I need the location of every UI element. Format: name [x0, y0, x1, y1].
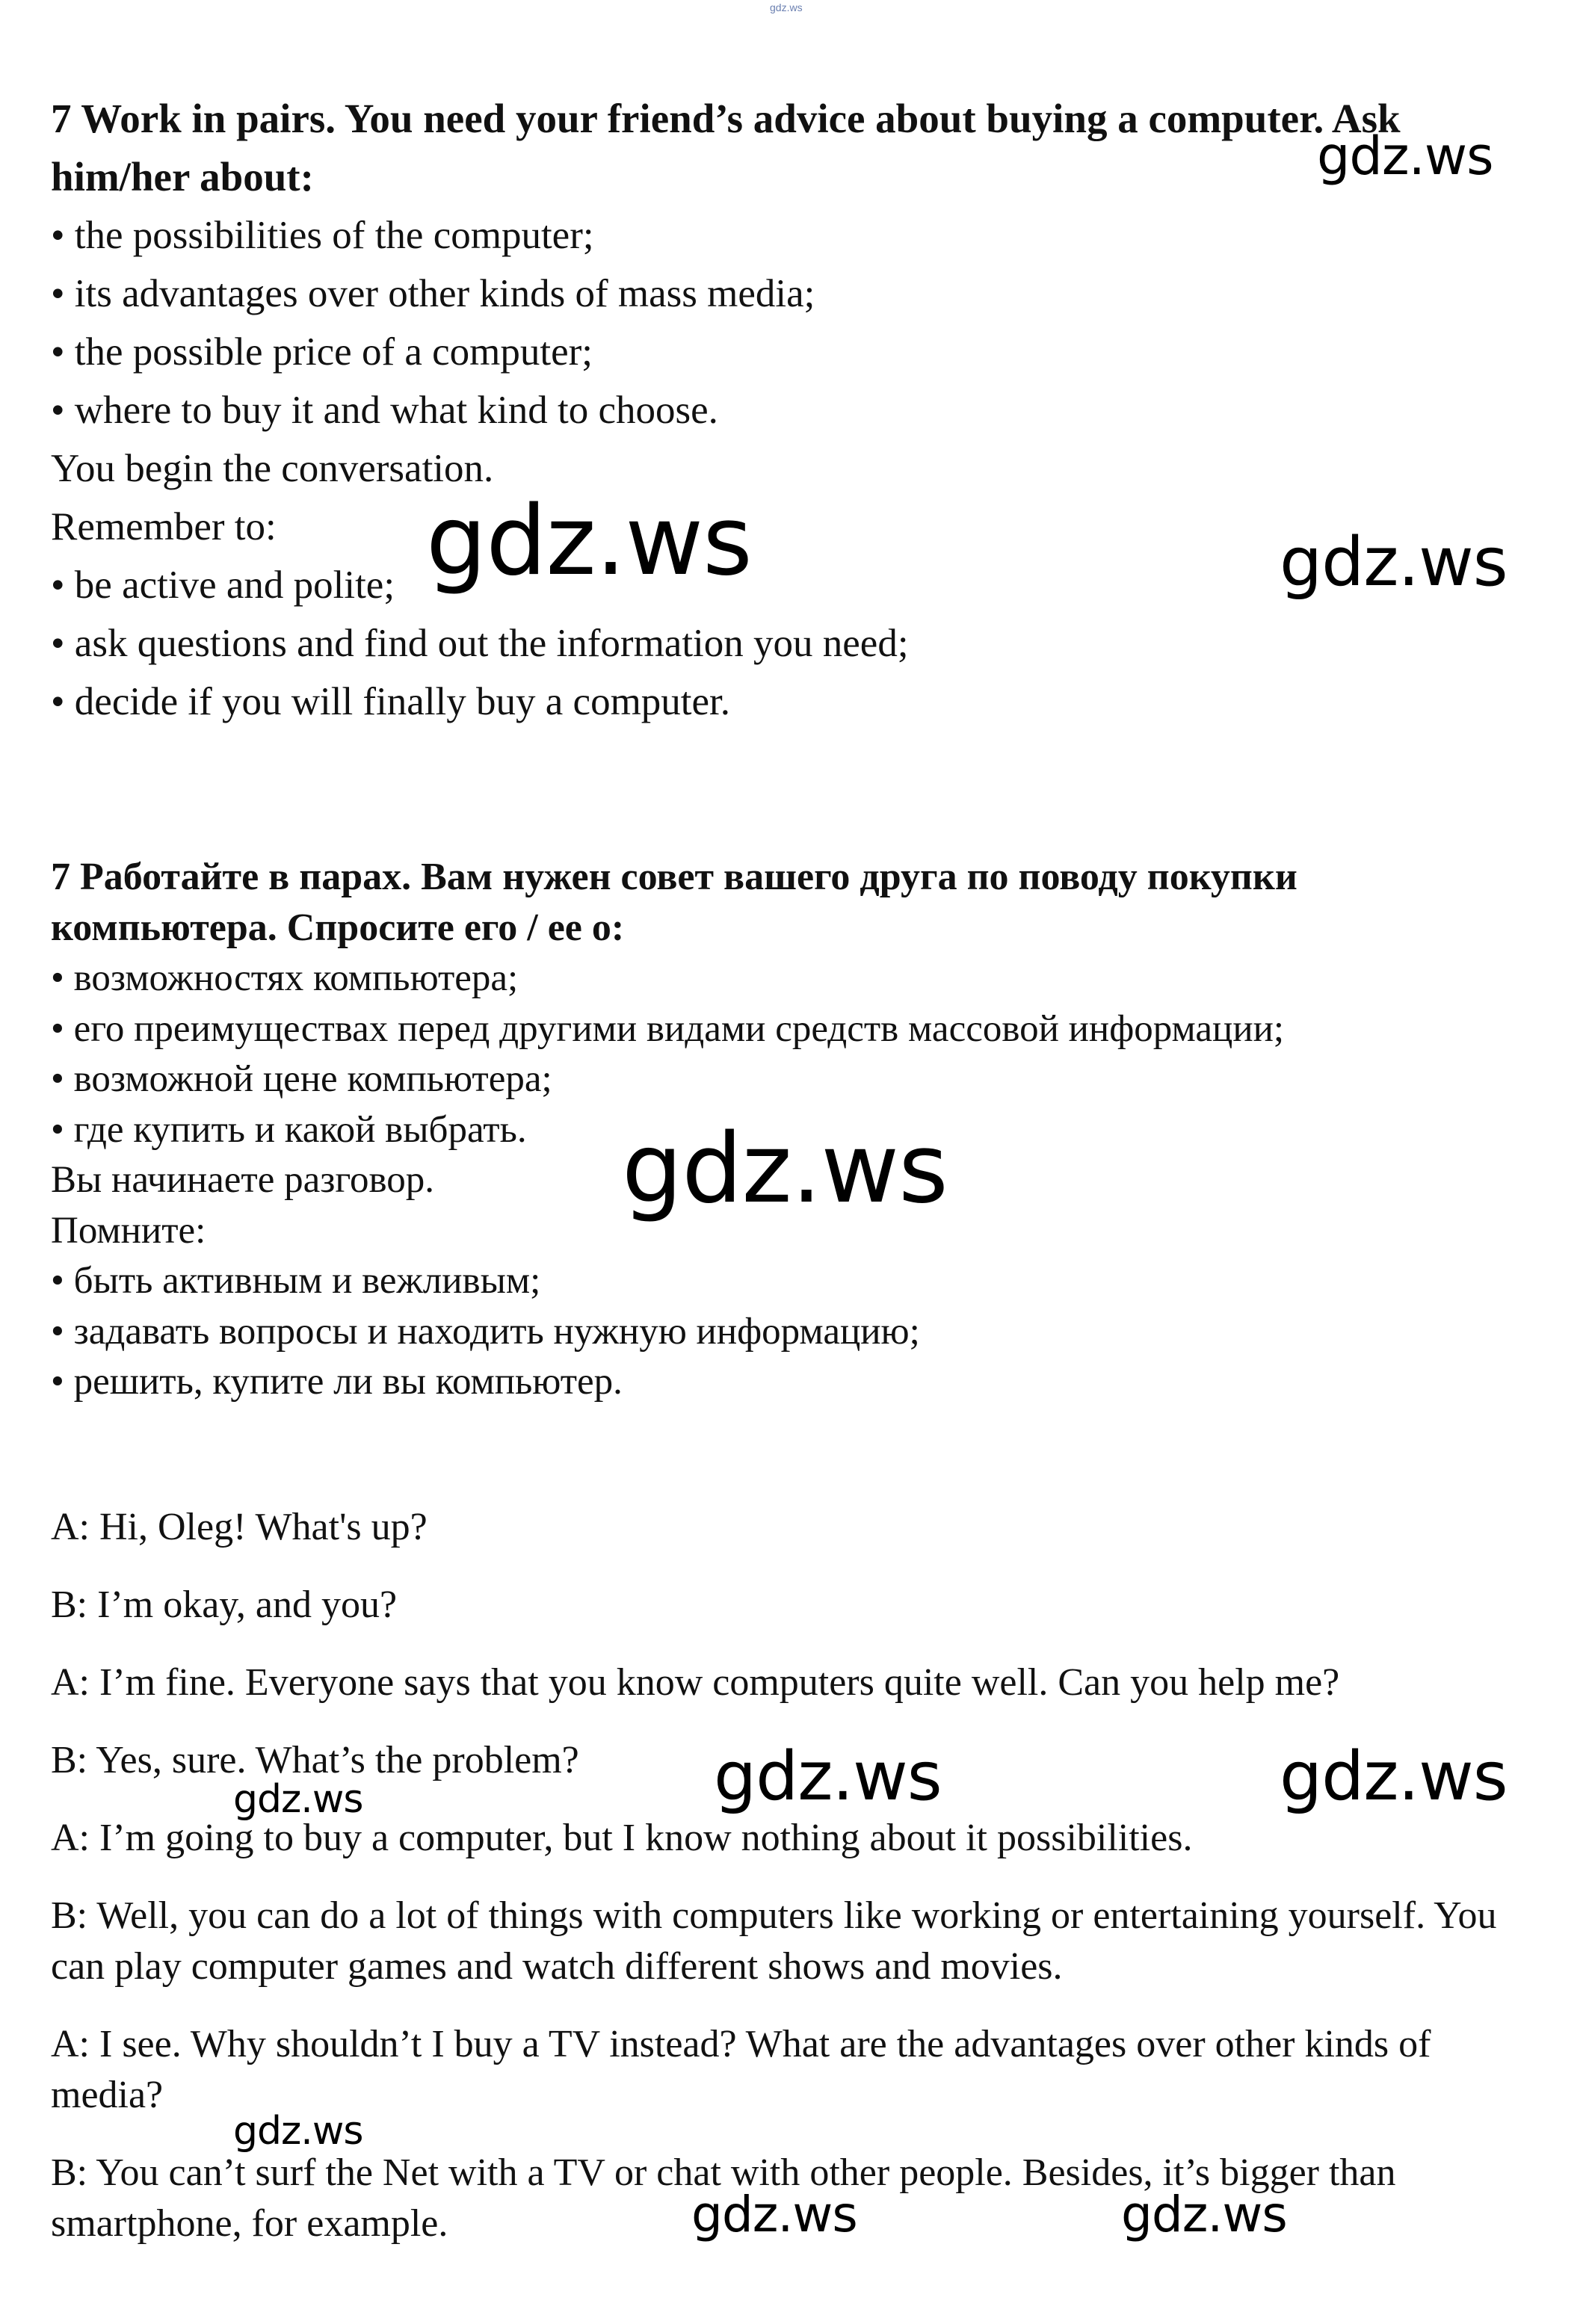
- watermark: gdz.ws: [1121, 2186, 1287, 2243]
- watermark: gdz.ws: [622, 1113, 948, 1225]
- english-remember-bullet: • decide if you will finally buy a computer.: [51, 680, 731, 723]
- russian-remember-bullet: • решить, купите ли вы компьютер.: [51, 1361, 623, 1403]
- english-task-title: 7 Work in pairs. You need your friend’s advice about buying a computer. Ask him/her about:: [51, 96, 1401, 200]
- dialogue-line: B: Well, you can do a lot of things with computers like working or entertaining yourself. You can play computer games and watch different shows and movies.: [51, 1894, 1497, 1988]
- dialogue-line: A: I see. Why shouldn’t I buy a TV instead? What are the advantages over other kinds of media?: [51, 2023, 1431, 2116]
- watermark: gdz.ws: [714, 1737, 942, 1816]
- dialogue-line: A: I’m going to buy a computer, but I know nothing about it possibilities.: [51, 1817, 1193, 1859]
- dialogue-line: B: Yes, sure. What’s the problem?: [51, 1739, 579, 1781]
- russian-remember-bullet: • быть активным и вежливым;: [51, 1260, 541, 1302]
- russian-bullet: • где купить и какой выбрать.: [51, 1108, 527, 1151]
- watermark: gdz.ws: [233, 1777, 363, 1822]
- english-bullet: • where to buy it and what kind to choose.: [51, 389, 718, 432]
- russian-task-title: 7 Работайте в парах. Вам нужен совет вашего друга по поводу покупки компьютера. Спросите его / ее о:: [51, 856, 1297, 949]
- dialogue-line: B: I’m okay, and you?: [51, 1583, 398, 1626]
- english-remember-bullet: • ask questions and find out the information you need;: [51, 622, 909, 665]
- dialogue-line: A: Hi, Oleg! What's up?: [51, 1506, 428, 1548]
- header-watermark: gdz.ws: [770, 1, 803, 13]
- russian-begin-text: Вы начинаете разговор.: [51, 1159, 435, 1201]
- watermark: gdz.ws: [1317, 126, 1493, 187]
- dialogue-line: B: You can’t surf the Net with a TV or chat with other people. Besides, it’s bigger than smartphone, for example.: [51, 2151, 1396, 2245]
- english-bullet: • the possible price of a computer;: [51, 330, 593, 374]
- russian-bullet: • возможностях компьютера;: [51, 957, 519, 999]
- watermark: gdz.ws: [1280, 523, 1508, 602]
- english-remember-label: Remember to:: [51, 505, 277, 548]
- watermark: gdz.ws: [691, 2186, 857, 2243]
- watermark: gdz.ws: [233, 2109, 363, 2154]
- russian-bullet: • его преимуществах перед другими видами средств массовой информации;: [51, 1007, 1285, 1050]
- english-begin-text: You begin the conversation.: [51, 447, 494, 490]
- russian-bullet: • возможной цене компьютера;: [51, 1058, 552, 1100]
- watermark: gdz.ws: [1280, 1737, 1508, 1816]
- dialogue: [51, 1502, 1531, 2276]
- english-bullet: • the possibilities of the computer;: [51, 214, 594, 257]
- english-bullet: • its advantages over other kinds of mass media;: [51, 272, 815, 315]
- dialogue-line: A: I’m fine. Everyone says that you know computers quite well. Can you help me?: [51, 1661, 1340, 1704]
- russian-remember-label: Помните:: [51, 1209, 206, 1252]
- russian-remember-bullet: • задавать вопросы и находить нужную информацию;: [51, 1310, 920, 1353]
- watermark: gdz.ws: [426, 486, 752, 597]
- english-task: [51, 90, 1531, 731]
- english-remember-bullet: • be active and polite;: [51, 563, 395, 607]
